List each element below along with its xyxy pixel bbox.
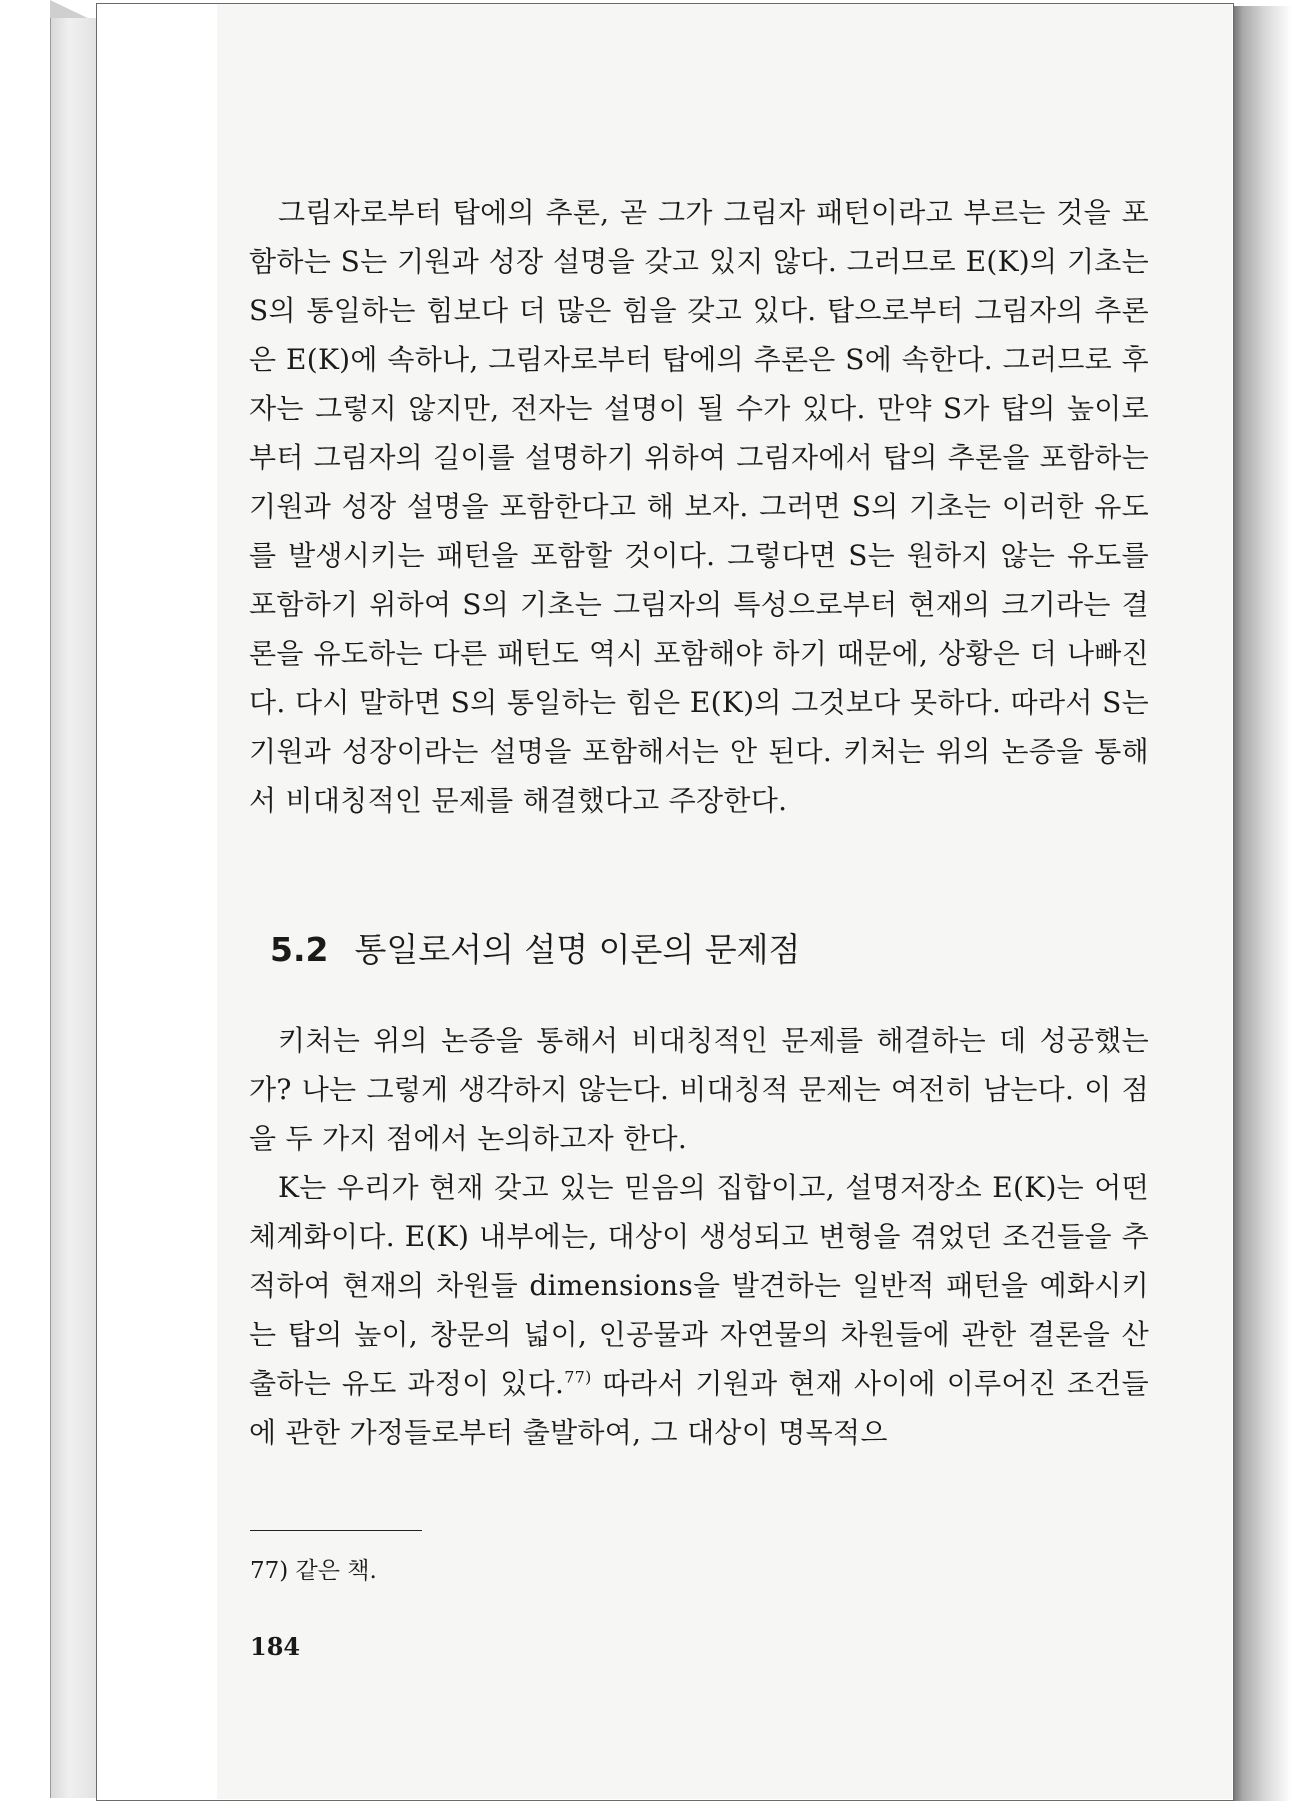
paragraph — [249, 1163, 1149, 1457]
footnote: 77) 같은 책. — [250, 1558, 377, 1584]
section-title: 통일로서의 설명 이론의 문제점 — [354, 930, 801, 969]
book-page-stack-edge — [50, 18, 97, 1798]
paragraph-text: 따라서 기원과 현재 사이에 이루어진 조건들에 관한 가정들로부터 출발하여, 그 대상이 명목적으 — [249, 1367, 1149, 1449]
paragraph: 키처는 위의 논증을 통해서 비대칭적인 문제를 해결하는 데 성공했는가? 나는 그렇게 생각하지 않는다. 비대칭적 문제는 여전히 남는다. 이 점을 두 가지 점에서 논의하고자 한다. — [249, 1024, 1149, 1155]
body-text-bottom — [249, 1016, 1149, 1457]
page-number: 184 — [250, 1632, 301, 1661]
book-right-shadow — [1232, 6, 1292, 1801]
footnote-separator — [250, 1530, 422, 1531]
section-number: 5.2 — [270, 930, 329, 969]
paragraph: 그림자로부터 탑에의 추론, 곧 그가 그림자 패턴이라고 부르는 것을 포함하는 S는 기원과 성장 설명을 갖고 있지 않다. 그러므로 E(K)의 기초는 S의 통일하는 힘보다 더 많은 힘을 갖고 있다. 탑으로부터 그림자의 추론은 E(K)에 속하나, 그림자로부터 탑에의 추론은 S에 속한다. 그러므로 후자는 그렇지 않지만, 전자는 설명이 될 수가 있다. 만약 S가 탑의 높이로부터 그림자의 길이를 설명하기 위하여 그림자에서 탑의 추론을 포함하는 기원과 성장 설명을 포함한다고 해 보자. 그러면 S의 기초는 이러한 유도를 발생시키는 패턴을 포함할 것이다. 그렇다면 S는 원하지 않는 유도를 포함하기 위하여 S의 기초는 그림자의 특성으로부터 현재의 크기라는 결론을 유도하는 다른 패턴도 역시 포함해야 하기 때문에, 상황은 더 나빠진다. 다시 말하면 S의 통일하는 힘은 E(K)의 그것보다 못하다. 따라서 S는 기원과 성장이라는 설명을 포함해서는 안 된다. 키처는 위의 논증을 통해서 비대칭적인 문제를 해결했다고 주장한다. — [249, 196, 1149, 817]
section-heading — [270, 924, 1150, 971]
footnote-reference: 77) — [564, 1367, 592, 1387]
body-text-top — [249, 188, 1149, 825]
paragraph-text: K는 우리가 현재 갖고 있는 믿음의 집합이고, 설명저장소 E(K)는 어떤 체계화이다. E(K) 내부에는, 대상이 생성되고 변형을 겪었던 조건들을 추적하여 현재의 차원들 dimensions을 발견하는 일반적 패턴을 예화시키는 탑의 높이, 창문의 넓이, 인공물과 자연물의 차원들에 관한 결론을 산출하는 유도 과정이 있다. — [249, 1171, 1149, 1400]
